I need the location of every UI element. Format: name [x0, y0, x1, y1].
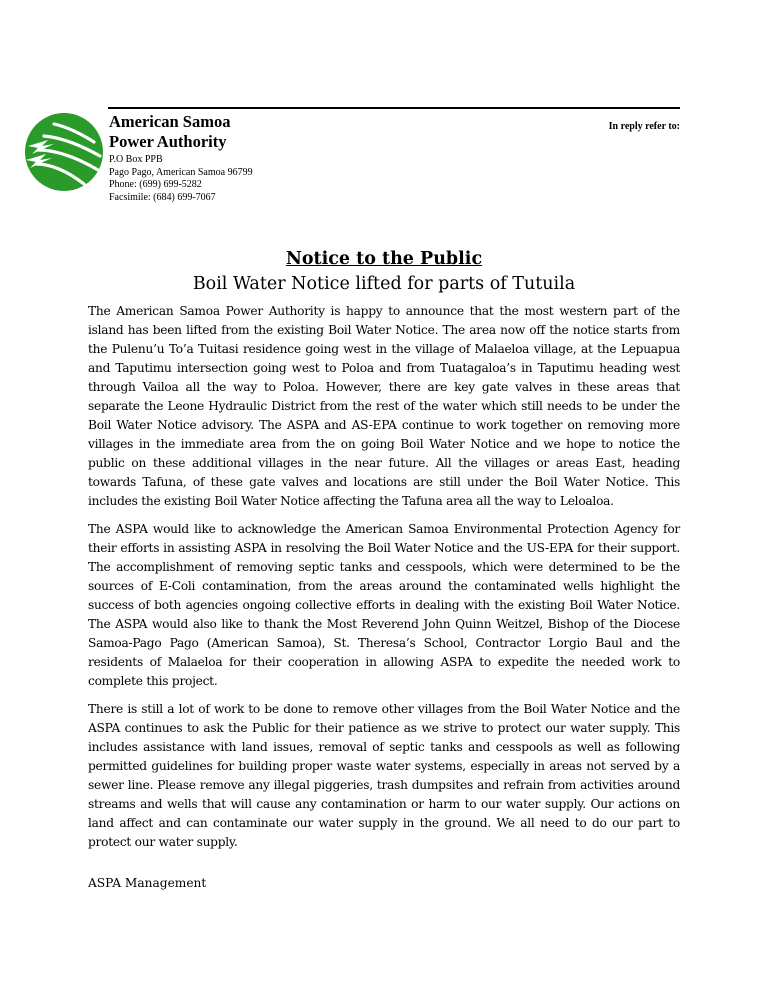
fax-line: Facsimile: (684) 699-7067	[109, 191, 216, 203]
organization-name	[109, 112, 230, 152]
letterhead-rule	[108, 107, 680, 109]
notice-title: Notice to the Public	[285, 249, 483, 269]
body-paragraph: There is still a lot of work to be done to remove other villages from the Boil Water Notice and the ASPA continues to ask the Public for their patience as we strive to protect our water supply. This includes assistance with land issues, removal of septic tanks and cesspools as well as following permitted guidelines for building proper waste water systems, especially in areas not served by a sewer line. Please remove any illegal piggeries, trash dumpsites and refrain from activities around streams and wells that will cause any contamination or harm to our water supply. Our actions on land affect and can contaminate our water supply in the ground. We all need to do our part to protect our water supply.	[88, 702, 680, 849]
address-block	[109, 154, 253, 204]
phone-line: Phone: (699) 699-5282	[109, 179, 202, 190]
org-name-line2: Power Authority	[109, 132, 227, 151]
address-line: P.O Box PPB	[109, 154, 163, 165]
notice-subtitle: Boil Water Notice lifted for parts of Tutuila	[192, 274, 576, 294]
notice-heading	[0, 247, 768, 297]
address-line: Pago Pago, American Samoa 96799	[109, 166, 253, 178]
letterhead	[0, 0, 768, 220]
aspa-logo-icon	[24, 112, 104, 192]
notice-body	[88, 302, 680, 861]
body-paragraph: The American Samoa Power Authority is happy to announce that the most western part of the island has been lifted from the existing Boil Water Notice. The area now off the notice starts from the Pulenu’u To’a Tuitasi residence going west in the village of Malaeloa village, at the Lepuapua and Taputimu intersection going west to Poloa and from Tuatagaloa’s in Taputimu heading west through Vailoa all the way to Poloa. However, there are key gate valves in these areas that separate the Leone Hydraulic District from the rest of the water which still needs to be under the Boil Water Notice advisory. The ASPA and AS-EPA continue to work together on removing more villages in the immediate area from the on going Boil Water Notice and we hope to notice the public on these additional villages in the near future. All the villages or areas East, heading towards Tafuna, of these gate valves and locations are still under the Boil Water Notice. This includes the existing Boil Water Notice affecting the Tafuna area all the way to Leloaloa.	[88, 304, 680, 508]
body-paragraph: The ASPA would like to acknowledge the American Samoa Environmental Protection Agency for their efforts in assisting ASPA in resolving the Boil Water Notice and the US-EPA for their support. The accomplishment of removing septic tanks and cesspools, which were determined to be the sources of E-Coli contamination, from the areas around the contaminated wells highlight the success of both agencies ongoing collective efforts in dealing with the existing Boil Water Notice. The ASPA would also like to thank the Most Reverend John Quinn Weitzel, Bishop of the Diocese Samoa-Pago Pago (American Samoa), St. Theresa’s School, Contractor Lorgio Baul and the residents of Malaeloa for their cooperation in allowing ASPA to expedite the needed work to complete this project.	[88, 522, 680, 688]
org-name-line1: American Samoa	[109, 112, 231, 131]
reply-reference: In reply refer to:	[608, 121, 680, 132]
signature: ASPA Management	[88, 876, 207, 890]
